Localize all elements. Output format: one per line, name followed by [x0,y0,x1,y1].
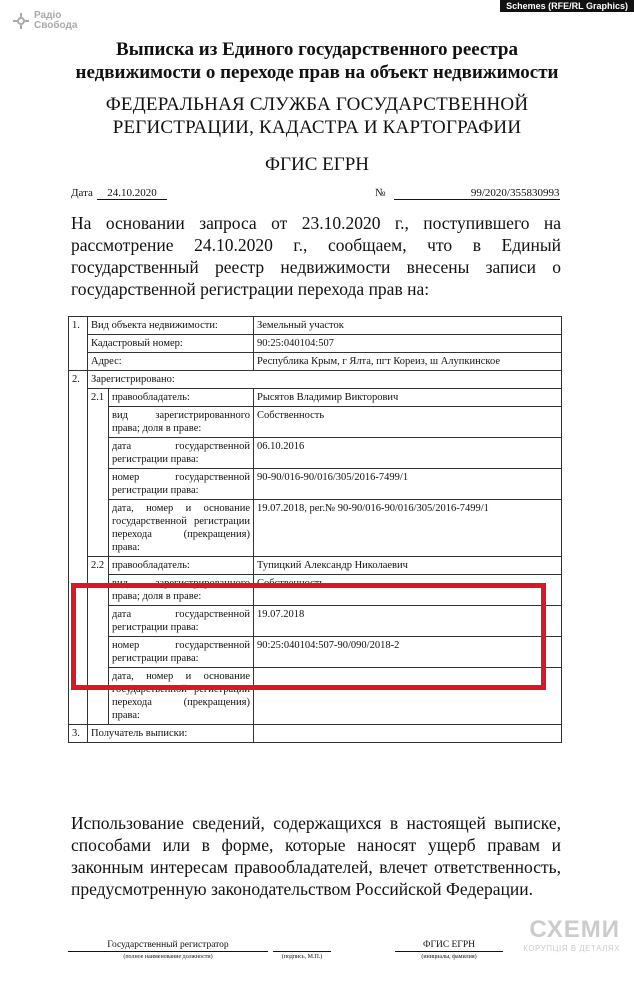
position-caption: (полное наименование должности) [123,954,213,960]
field-value: 90:25:040104:507 [254,335,562,353]
table-row [69,725,562,743]
watermark-subtitle: КОРУПЦІЯ В ДЕТАЛЯХ [523,944,620,953]
table-row [69,557,562,575]
number-value: 99/2020/355830993 [394,187,560,200]
logo-line-2: Свобода [34,20,78,31]
document-number [375,187,560,200]
record-number: 2.1 [88,389,109,557]
field-label: дата, номер и основание государственной регистрации перехода (прекращения) права: [109,500,254,557]
field-value: 90-90/016-90/016/305/2016-7499/1 [254,469,562,500]
credit-badge: Schemes (RFE/RL Graphics) [500,0,634,12]
field-label: номер государственной регистрации права: [109,469,254,500]
agency-name [40,93,594,139]
agency-name-line-2: РЕГИСТРАЦИИ, КАДАСТРА И КАРТОГРАФИИ [112,117,522,138]
table-row [69,438,562,469]
section-number: 2. [69,371,88,725]
field-label: Вид объекта недвижимости: [88,317,254,335]
field-label: дата государственной регистрации права: [109,438,254,469]
table-row [69,407,562,438]
field-label: Получатель выписки: [88,725,254,743]
field-label: Адрес: [88,353,254,371]
section-number: 1. [69,317,88,371]
signature-name [395,940,503,960]
system-name: ФГИС ЕГРН [264,154,370,175]
section-label: Зарегистрировано: [88,371,562,389]
document-title-line-1: Выписка из Единого государственного реестра [116,39,518,60]
highlight-box [71,583,546,690]
field-label: дата, номер и основание государственной регистрации перехода (прекращения) права: [109,668,254,725]
skhemy-watermark [523,916,620,953]
field-value: 19.07.2018 [254,606,562,637]
document-date [71,187,167,200]
logo-line-1: Радіо [34,10,62,21]
field-label: номер государственной регистрации права: [109,637,254,668]
field-label: правообладатель: [109,557,254,575]
table-row [69,469,562,500]
field-value: 19.07.2018, рег.№ 90-90/016-90/016/305/2016-7499/1 [254,500,562,557]
sign-caption: (подпись, М.П.) [281,954,323,960]
radio-svoboda-logo [12,11,77,31]
number-label: № [375,187,386,199]
section-number: 3. [69,725,88,743]
table-row [69,335,562,353]
field-value: Земельный участок [254,317,562,335]
field-label: вид зарегистрированного права; доля в праве: [109,575,254,606]
table-row [69,389,562,407]
field-value: Собственность [254,407,562,438]
table-row [69,371,562,389]
field-value: Республика Крым, г Ялта, пгт Кореиз, ш Алупкинское [254,353,562,371]
table-row [69,353,562,371]
field-value: 06.10.2016 [254,438,562,469]
field-value [254,725,562,743]
document-title [40,38,594,84]
document-title-line-2: недвижимости о переходе прав на объект недвижимости [75,62,559,83]
field-value: Тупицкий Александр Николаевич [254,557,562,575]
field-label: вид зарегистрированного права; доля в праве: [109,407,254,438]
sign-line [273,940,331,952]
date-label: Дата [71,187,93,199]
table-row [69,500,562,557]
watermark-title: СХЕМИ [529,916,620,943]
disclaimer-paragraph: Использование сведений, содержащихся в настоящей выписке, способами или в форме, которые наносят ущерб правам и законным интересам правообладателей, влечет ответственность, предусмотренную законодательством Российской Федерации. [71,813,561,899]
name-text: ФГИС ЕГРН [395,940,503,952]
radio-svoboda-logo-icon [12,12,30,30]
record-number: 2.2 [88,557,109,725]
signature-sign [273,940,331,960]
signature-position [68,940,268,960]
field-label: Кадастровый номер: [88,335,254,353]
intro-paragraph: На основании запроса от 23.10.2020 г., поступившего на рассмотрение 24.10.2020 г., сообщаем, что в Единый государственный реестр недвижимости внесены записи о государственной регистрации перехода прав на: [71,213,561,299]
field-value: Собственность [254,575,562,606]
table-row [69,317,562,335]
field-value: 90:25:040104:507-90/090/2018-2 [254,637,562,668]
field-label: дата государственной регистрации права: [109,606,254,637]
date-value: 24.10.2020 [97,187,167,200]
agency-name-line-1: ФЕДЕРАЛЬНАЯ СЛУЖБА ГОСУДАРСТВЕННОЙ [105,94,529,115]
field-value: Рысятов Владимир Викторович [254,389,562,407]
position-text: Государственный регистратор [68,940,268,952]
name-caption: (инициалы, фамилия) [421,954,477,960]
field-label: правообладатель: [109,389,254,407]
